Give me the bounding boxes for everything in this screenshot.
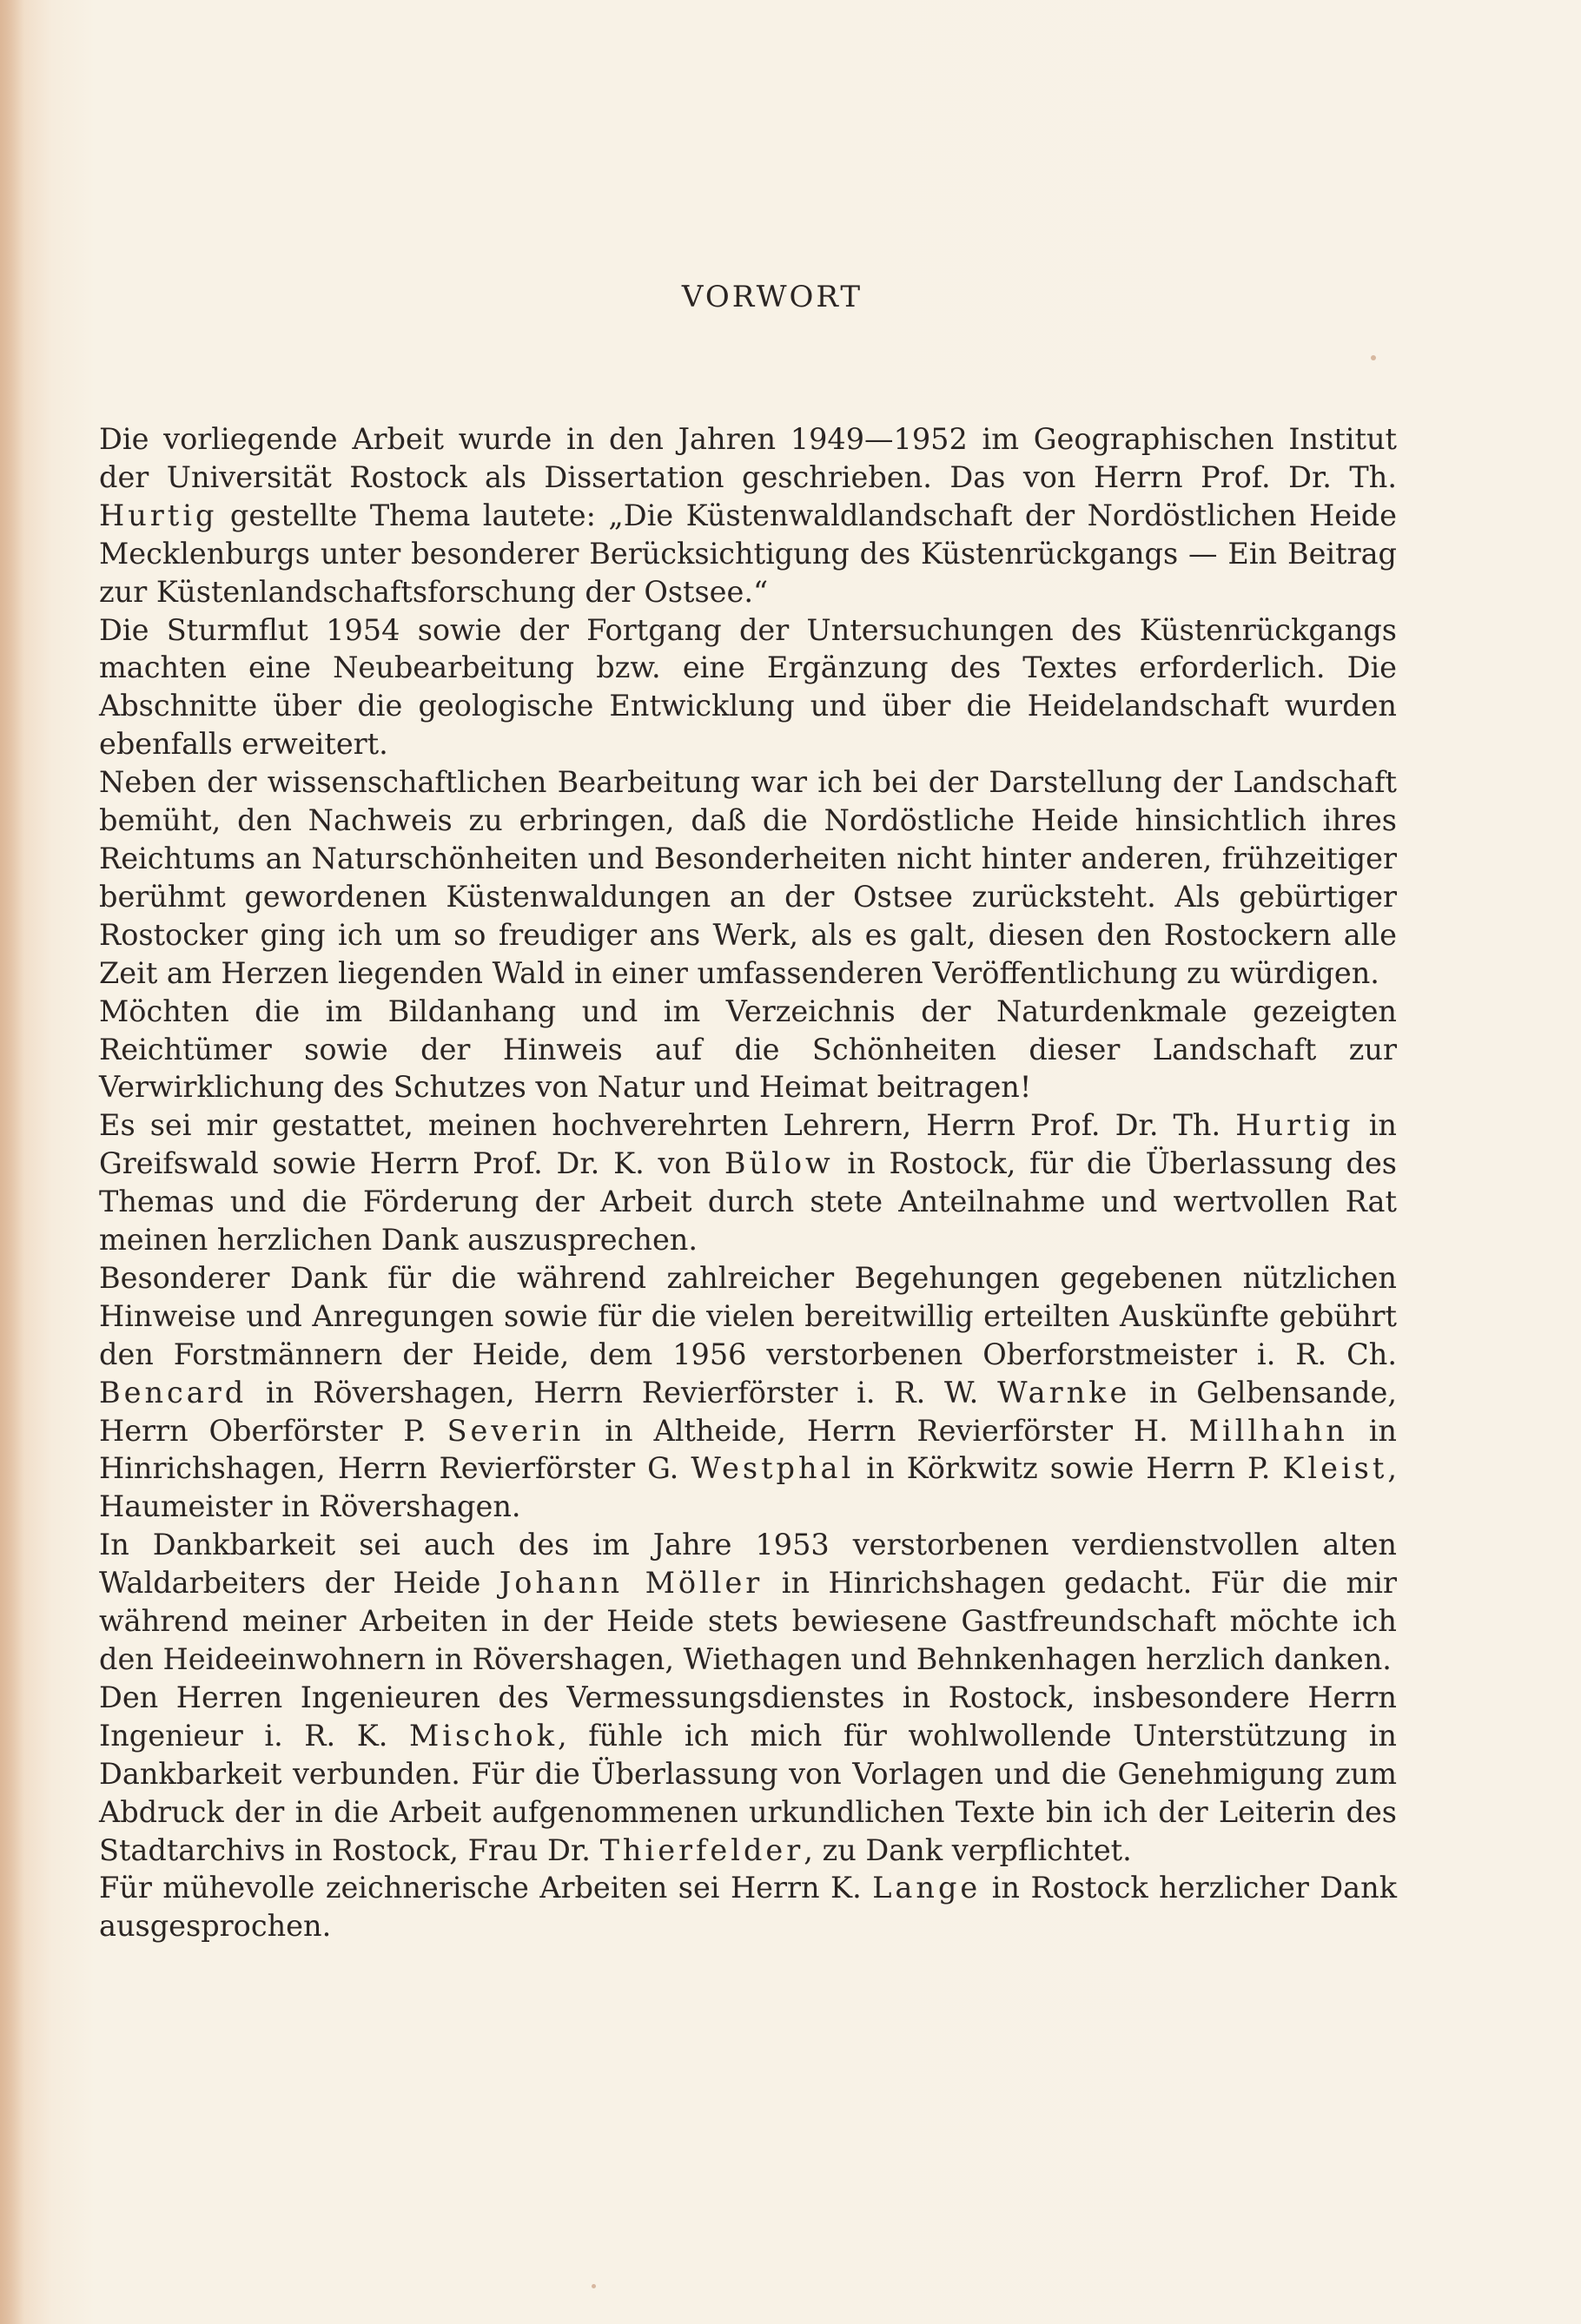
text-run: Den Herren Ingenieuren des Vermessungsdienstes in Rostock, insbesondere Herrn Ingenieur i. R. K. bbox=[99, 1680, 1397, 1753]
paragraph bbox=[99, 1869, 1397, 1945]
paragraph bbox=[99, 993, 1397, 1107]
text-run: Besonderer Dank für die während zahlreicher Begehungen gegebenen nützlichen Hinweise und Anregungen sowie für die vielen bereitwillig erteilten Auskünfte gebührt den Forstmännern der Heide, dem 1956 verstorbenen Oberforstmeister i. R. Ch. bbox=[99, 1260, 1397, 1371]
person-name: Hurtig bbox=[99, 498, 218, 532]
paper-speck bbox=[592, 2284, 596, 2288]
page-title: VORWORT bbox=[681, 280, 863, 314]
paragraph bbox=[99, 1106, 1397, 1259]
text-run: in Rövershagen, Herrn Revierförster i. R. W. bbox=[247, 1375, 998, 1410]
text-run: Es sei mir gestattet, meinen hochverehrten Lehrern, Herrn Prof. Dr. Th. bbox=[99, 1108, 1236, 1143]
text-run: in Rostock, für die Überlassung des Themas und die Förderung der Arbeit durch stete Anteilnahme und wertvollen Rat meinen herzlichen Dank auszusprechen. bbox=[99, 1146, 1397, 1258]
person-name: Severin bbox=[447, 1413, 585, 1448]
paragraph bbox=[99, 1679, 1397, 1870]
paragraph bbox=[99, 1526, 1397, 1679]
text-run: Für mühevolle zeichnerische Arbeiten sei Herrn K. bbox=[99, 1871, 873, 1905]
paragraph bbox=[99, 611, 1397, 764]
text-run: Die Sturmflut 1954 sowie der Fortgang der Untersuchungen des Küstenrückgangs machten eine Neubearbeitung bzw. eine Ergänzung des Textes erforderlich. Die Abschnitte über die geologische Entwicklung und über die Heidelandschaft wurden ebenfalls erweitert. bbox=[99, 612, 1397, 762]
paragraph bbox=[99, 420, 1397, 611]
person-name: Mischok bbox=[408, 1718, 558, 1753]
person-name: Kleist bbox=[1282, 1451, 1388, 1486]
text-run: in Rostock herzlicher Dank ausgesprochen. bbox=[99, 1871, 1397, 1944]
person-name: Hurtig bbox=[1235, 1108, 1354, 1143]
text-run: in Greifswald sowie Herrn Prof. Dr. K. von bbox=[99, 1108, 1397, 1181]
person-name: Bülow bbox=[724, 1146, 834, 1181]
person-name: Johann Möller bbox=[499, 1566, 764, 1601]
text-run: , fühle ich mich für wohlwollende Unterstützung in Dankbarkeit verbunden. Für die Überlassung von Vorlagen und die Genehmigung zum Abdruck der in die Arbeit aufgenommenen urkundlichen Texte bin ich der Leiterin des Stadtarchivs in Rostock, Frau Dr. bbox=[99, 1718, 1397, 1867]
binding-shadow bbox=[0, 0, 24, 2324]
person-name: Lange bbox=[872, 1871, 982, 1905]
text-run: in Altheide, Herrn Revierförster H. bbox=[584, 1413, 1189, 1448]
text-run: in Hinrichshagen, Herrn Revierförster G. bbox=[99, 1413, 1397, 1486]
paragraph bbox=[99, 763, 1397, 992]
paragraph bbox=[99, 1259, 1397, 1526]
text-run: , Haumeister in Rövershagen. bbox=[99, 1451, 1397, 1524]
text-run: gestellte Thema lautete: „Die Küstenwaldlandschaft der Nordöstlichen Heide Mecklenburgs unter besonderer Berücksichtigung des Küstenrückgangs — Ein Beitrag zur Küstenlandschaftsforschung der Ostsee.“ bbox=[99, 498, 1397, 609]
person-name: Millhahn bbox=[1188, 1413, 1348, 1448]
text-run: Neben der wissenschaftlichen Bearbeitung war ich bei der Darstellung der Landschaft bemüht, den Nachweis zu erbringen, daß die Nordöstliche Heide hinsichtlich ihres Reichtums an Naturschönheiten und Besonderheiten nicht hinter anderen, frühzeitiger berühmt gewordenen Küstenwaldungen an der Ostsee zurücksteht. Als gebürtiger Rostocker ging ich um so freudiger ans Werk, als es galt, diesen den Rostockern alle Zeit am Herzen liegenden Wald in einer umfassenderen Veröffentlichung zu würdigen. bbox=[99, 765, 1397, 990]
text-run: In Dankbarkeit sei auch des im Jahre 1953 verstorbenen verdienstvollen alten Waldarbeiters der Heide bbox=[99, 1528, 1397, 1601]
foreword-text bbox=[99, 276, 1397, 1945]
foreword-body bbox=[99, 420, 1397, 1945]
text-run: Die vorliegende Arbeit wurde in den Jahren 1949—1952 im Geographischen Institut der Universität Rostock als Dissertation geschrieben. Das von Herrn Prof. Dr. Th. bbox=[99, 422, 1397, 494]
text-run: in Hinrichshagen gedacht. Für die mir während meiner Arbeiten in der Heide stets bewiesene Gastfreundschaft möchte ich den Heideeinwohnern in Rövershagen, Wiethagen und Behnkenhagen herzlich danken. bbox=[99, 1566, 1397, 1676]
text-run: Möchten die im Bildanhang und im Verzeichnis der Naturdenkmale gezeigten Reichtümer sowie der Hinweis auf die Schönheiten dieser Landschaft zur Verwirklichung des Schutzes von Natur und Heimat beitragen! bbox=[99, 994, 1397, 1105]
person-name: Bencard bbox=[99, 1375, 248, 1410]
text-run: in Körkwitz sowie Herrn P. bbox=[854, 1451, 1283, 1486]
text-run: in Gelbensande, Herrn Oberförster P. bbox=[99, 1375, 1398, 1448]
text-run: , zu Dank verpflichtet. bbox=[804, 1832, 1132, 1867]
person-name: Thierfelder bbox=[599, 1832, 804, 1867]
person-name: Westphal bbox=[691, 1451, 855, 1486]
person-name: Warnke bbox=[997, 1375, 1131, 1410]
